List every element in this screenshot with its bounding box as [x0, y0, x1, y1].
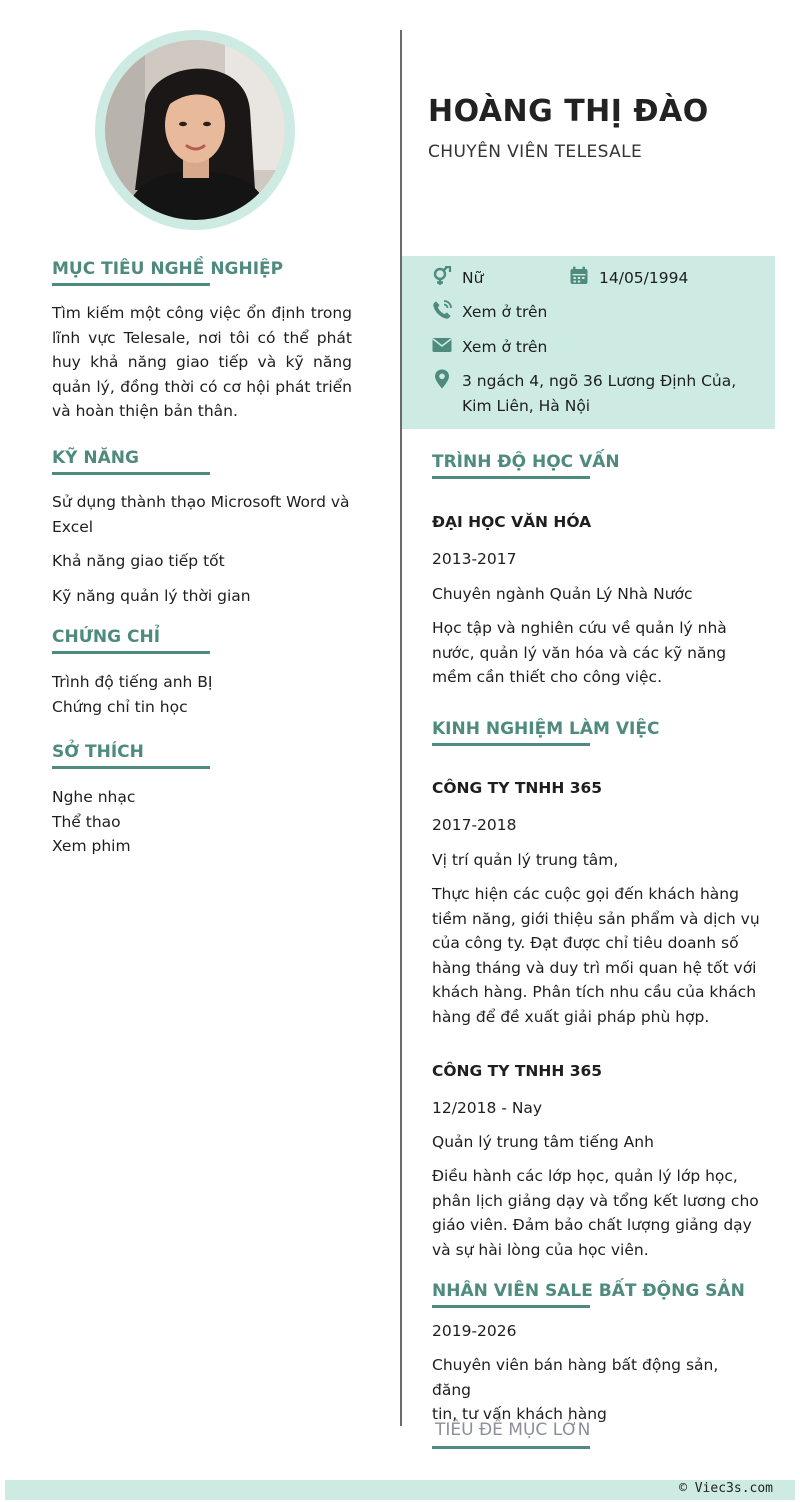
education-major: Chuyên ngành Quản Lý Nhà Nước: [432, 585, 693, 603]
candidate-title: CHUYÊN VIÊN TELESALE: [428, 142, 643, 162]
objective-line: Tìm kiếm một công việc ổn định trong: [52, 304, 352, 322]
hobby-item: Thể thao: [52, 812, 121, 831]
heading-underline: [52, 766, 210, 769]
certificate-item: Chứng chỉ tin học: [52, 697, 188, 716]
job-company: CÔNG TY TNHH 365: [432, 779, 603, 797]
certificate-list: [52, 670, 352, 719]
job-description: Thực hiện các cuộc gọi đến khách hàng tiềm năng, giới thiệu sản phẩm và dịch vụ của công ty. Đạt được chỉ tiêu doanh số hàng tháng và duy trì mối quan hệ tốt với khách hàng. Phân tích nhu cầu của khách hàng để đề xuất giải pháp phù hợp.: [432, 885, 760, 1026]
hobby-list: [52, 785, 352, 859]
skill-item: Khả năng giao tiếp tốt: [52, 552, 225, 570]
job-description: Điều hành các lớp học, quản lý lớp học, phân lịch giảng dạy và tổng kết lương cho giáo viên. Đảm bảo chất lượng giảng dạy và sự hài lòng của học viên.: [432, 1167, 759, 1259]
placeholder-heading: TIÊU ĐỀ MỤC LỚN: [435, 1420, 590, 1440]
dob-value: 14/05/1994: [599, 269, 689, 287]
certificates-heading: CHỨNG CHỈ: [52, 627, 160, 647]
job-period: 12/2018 - Nay: [432, 1099, 543, 1117]
heading-underline: [52, 651, 210, 654]
education-period: 2013-2017: [432, 550, 517, 568]
heading-underline: [52, 472, 210, 475]
calendar-icon: [569, 266, 589, 286]
email-value: Xem ở trên: [462, 338, 548, 356]
skills-heading: KỸ NĂNG: [52, 448, 139, 468]
sale-description: Chuyên viên bán hàng bất động sản, đăng tin, tư vấn khách hàng: [432, 1356, 719, 1423]
heading-underline: [432, 743, 590, 746]
job-company: CÔNG TY TNHH 365: [432, 1062, 603, 1080]
gender-icon: [432, 266, 452, 286]
heading-underline: [432, 1305, 590, 1308]
job-period: 2017-2018: [432, 816, 517, 834]
location-icon: [432, 369, 452, 389]
education-heading: TRÌNH ĐỘ HỌC VẤN: [432, 452, 620, 472]
objective-line: huy khả năng giao tiếp và kỹ năng: [52, 353, 352, 371]
hobby-item: Nghe nhạc: [52, 788, 136, 806]
sale-period: 2019-2026: [432, 1322, 517, 1340]
candidate-name: HOÀNG THỊ ĐÀO: [428, 94, 709, 129]
job-role: Vị trí quản lý trung tâm,: [432, 851, 619, 869]
hobbies-heading: SỞ THÍCH: [52, 742, 144, 762]
job-role: Quản lý trung tâm tiếng Anh: [432, 1133, 654, 1151]
portrait-image: [105, 40, 285, 220]
sale-heading: NHÂN VIÊN SALE BẤT ĐỘNG SẢN: [432, 1281, 745, 1301]
school-name: ĐẠI HỌC VĂN HÓA: [432, 513, 592, 531]
phone-icon: [432, 300, 452, 320]
certificate-item: Trình độ tiếng anh BỊ: [52, 673, 213, 691]
education-description: Học tập và nghiên cứu về quản lý nhà nước, quản lý văn hóa và các kỹ năng mềm cần thiết cho công việc.: [432, 619, 727, 686]
objective-heading: MỤC TIÊU NGHỀ NGHIỆP: [52, 259, 283, 279]
column-divider: [400, 30, 402, 1426]
heading-underline: [52, 283, 210, 286]
avatar-ring: [95, 30, 295, 230]
address-value: 3 ngách 4, ngõ 36 Lương Định Của, Kim Liên, Hà Nội: [462, 372, 737, 415]
email-icon: [432, 335, 452, 355]
gender-value: Nữ: [462, 269, 484, 287]
heading-underline: [432, 1446, 590, 1449]
heading-underline: [432, 476, 590, 479]
skill-item: Kỹ năng quản lý thời gian: [52, 587, 251, 605]
objective-line: và hoàn thiện bản thân.: [52, 402, 238, 420]
phone-value: Xem ở trên: [462, 303, 548, 321]
objective-line: lĩnh vực Telesale, nơi tôi có thể phát: [52, 328, 352, 347]
experience-heading: KINH NGHIỆM LÀM VIỆC: [432, 719, 659, 739]
objective-text: [52, 301, 352, 424]
hobby-item: Xem phim: [52, 837, 131, 855]
footer-bar: [5, 1480, 795, 1500]
footer-credit: © Viec3s.com: [679, 1481, 773, 1496]
objective-line: quản lý, đồng thời có cơ hội phát triển: [52, 377, 352, 396]
avatar: [105, 40, 285, 220]
skill-item: Sử dụng thành thạo Microsoft Word và Excel: [52, 493, 350, 536]
contact-box: [402, 256, 775, 429]
